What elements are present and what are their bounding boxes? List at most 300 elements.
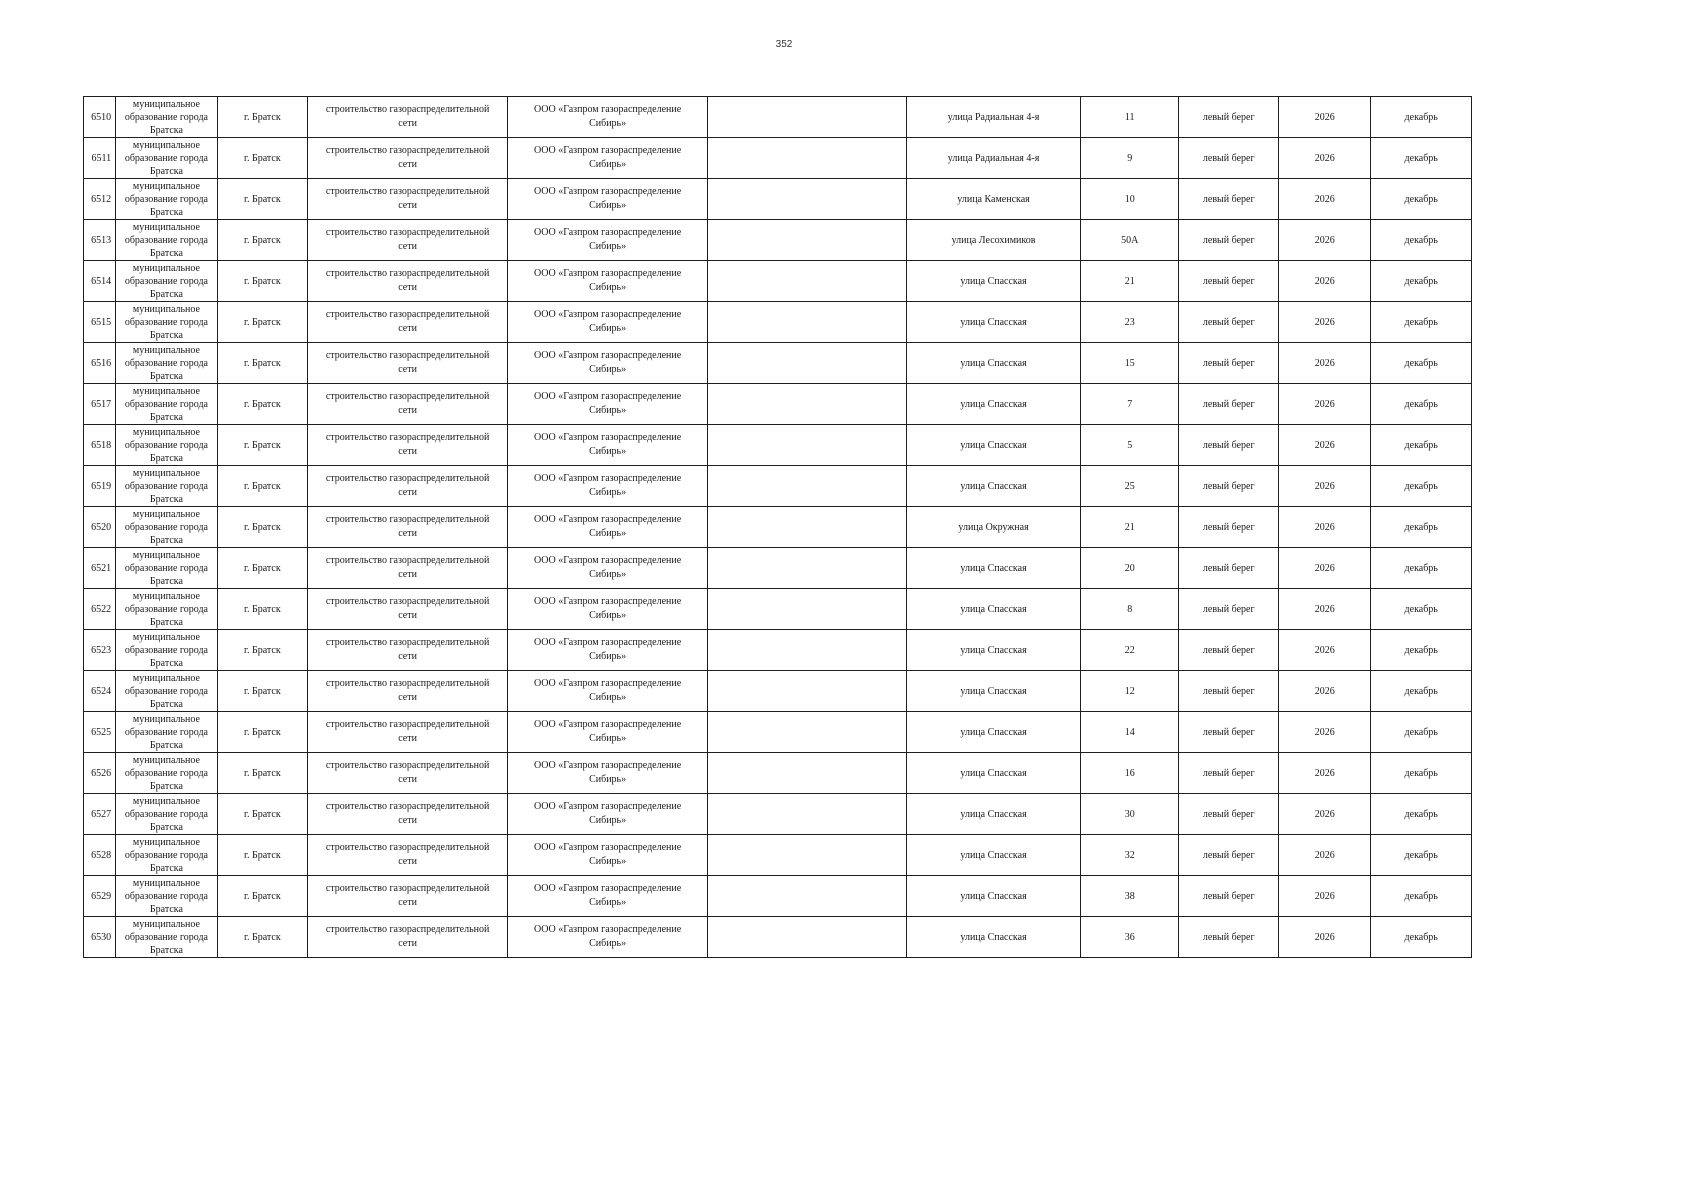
cell-bank: левый берег	[1179, 630, 1279, 671]
cell-street: улица Спасская	[907, 753, 1081, 794]
cell-city: г. Братск	[217, 138, 307, 179]
cell-blank	[708, 917, 907, 958]
cell-street: улица Спасская	[907, 630, 1081, 671]
cell-municipality	[116, 343, 218, 384]
cell-number: 6511	[84, 138, 116, 179]
cell-house: 12	[1080, 671, 1178, 712]
cell-work-type	[308, 876, 508, 917]
cell-organization-line: Сибирь»	[589, 528, 627, 539]
cell-work-type	[308, 466, 508, 507]
cell-organization	[508, 384, 708, 425]
table-row	[84, 425, 1472, 466]
cell-municipality-line: Братска	[149, 862, 183, 874]
cell-work-type-line: строительство газораспределительной	[325, 719, 490, 730]
cell-blank	[708, 97, 907, 138]
cell-organization-line: ООО «Газпром газораспределение	[534, 473, 682, 484]
cell-work-type-line: сети	[398, 651, 417, 662]
cell-number: 6526	[84, 753, 116, 794]
cell-month: декабрь	[1371, 630, 1472, 671]
cell-blank	[708, 138, 907, 179]
cell-work-type-line: сети	[398, 241, 417, 252]
cell-number: 6510	[84, 97, 116, 138]
cell-municipality	[116, 753, 218, 794]
cell-municipality-line: муниципальное	[132, 590, 200, 602]
cell-bank: левый берег	[1179, 671, 1279, 712]
cell-organization-line: ООО «Газпром газораспределение	[534, 309, 682, 320]
cell-work-type-line: строительство газораспределительной	[325, 678, 490, 689]
cell-blank	[708, 712, 907, 753]
cell-house: 38	[1080, 876, 1178, 917]
cell-municipality-line: образование города	[124, 398, 208, 410]
cell-street: улица Спасская	[907, 343, 1081, 384]
cell-work-type-line: сети	[398, 733, 417, 744]
cell-bank: левый берег	[1179, 343, 1279, 384]
table-row	[84, 302, 1472, 343]
cell-municipality-line: муниципальное	[132, 139, 200, 151]
cell-municipality-line: Братска	[149, 247, 183, 259]
cell-city: г. Братск	[217, 671, 307, 712]
cell-blank	[708, 507, 907, 548]
cell-month: декабрь	[1371, 712, 1472, 753]
cell-municipality-line: образование города	[124, 685, 208, 697]
cell-work-type	[308, 753, 508, 794]
cell-municipality-line: муниципальное	[132, 98, 200, 110]
table-row	[84, 343, 1472, 384]
cell-organization-line: Сибирь»	[589, 569, 627, 580]
cell-municipality-line: муниципальное	[132, 180, 200, 192]
cell-number: 6515	[84, 302, 116, 343]
cell-municipality-line: образование города	[124, 603, 208, 615]
cell-year: 2026	[1278, 384, 1370, 425]
cell-municipality-line: образование города	[124, 521, 208, 533]
cell-blank	[708, 671, 907, 712]
cell-house: 10	[1080, 179, 1178, 220]
table-row	[84, 138, 1472, 179]
table-row	[84, 97, 1472, 138]
cell-organization-line: ООО «Газпром газораспределение	[534, 186, 682, 197]
cell-house: 21	[1080, 507, 1178, 548]
cell-year: 2026	[1278, 876, 1370, 917]
cell-organization	[508, 466, 708, 507]
cell-organization-line: Сибирь»	[589, 364, 627, 375]
cell-work-type	[308, 794, 508, 835]
cell-municipality-line: образование города	[124, 849, 208, 861]
cell-organization-line: ООО «Газпром газораспределение	[534, 719, 682, 730]
gasification-table-container	[83, 96, 1472, 958]
cell-organization-line: Сибирь»	[589, 241, 627, 252]
cell-organization	[508, 507, 708, 548]
cell-number: 6530	[84, 917, 116, 958]
cell-house: 7	[1080, 384, 1178, 425]
cell-blank	[708, 835, 907, 876]
cell-number: 6519	[84, 466, 116, 507]
cell-year: 2026	[1278, 835, 1370, 876]
cell-work-type	[308, 138, 508, 179]
cell-year: 2026	[1278, 425, 1370, 466]
cell-blank	[708, 466, 907, 507]
cell-organization	[508, 835, 708, 876]
table-row	[84, 507, 1472, 548]
cell-number: 6529	[84, 876, 116, 917]
cell-bank: левый берег	[1179, 548, 1279, 589]
cell-house: 30	[1080, 794, 1178, 835]
cell-city: г. Братск	[217, 835, 307, 876]
cell-month: декабрь	[1371, 589, 1472, 630]
cell-work-type-line: сети	[398, 815, 417, 826]
cell-city: г. Братск	[217, 917, 307, 958]
table-row	[84, 589, 1472, 630]
cell-municipality-line: муниципальное	[132, 549, 200, 561]
cell-work-type	[308, 589, 508, 630]
cell-house: 20	[1080, 548, 1178, 589]
cell-bank: левый берег	[1179, 589, 1279, 630]
cell-city: г. Братск	[217, 630, 307, 671]
cell-bank: левый берег	[1179, 712, 1279, 753]
cell-organization-line: Сибирь»	[589, 815, 627, 826]
cell-number: 6521	[84, 548, 116, 589]
cell-month: декабрь	[1371, 794, 1472, 835]
cell-municipality-line: образование города	[124, 439, 208, 451]
cell-organization	[508, 753, 708, 794]
cell-street: улица Спасская	[907, 876, 1081, 917]
cell-work-type-line: строительство газораспределительной	[325, 555, 490, 566]
cell-number: 6516	[84, 343, 116, 384]
cell-municipality-line: Братска	[149, 534, 183, 546]
cell-city: г. Братск	[217, 794, 307, 835]
cell-month: декабрь	[1371, 548, 1472, 589]
cell-city: г. Братск	[217, 384, 307, 425]
cell-municipality	[116, 917, 218, 958]
cell-year: 2026	[1278, 466, 1370, 507]
cell-month: декабрь	[1371, 302, 1472, 343]
cell-work-type	[308, 712, 508, 753]
cell-municipality	[116, 384, 218, 425]
cell-organization-line: ООО «Газпром газораспределение	[534, 104, 682, 115]
cell-organization-line: Сибирь»	[589, 692, 627, 703]
cell-organization	[508, 671, 708, 712]
cell-organization	[508, 425, 708, 466]
cell-work-type	[308, 343, 508, 384]
cell-municipality-line: Братска	[149, 206, 183, 218]
cell-work-type	[308, 97, 508, 138]
cell-month: декабрь	[1371, 466, 1472, 507]
table-row	[84, 466, 1472, 507]
cell-blank	[708, 220, 907, 261]
cell-municipality	[116, 671, 218, 712]
cell-street: улица Спасская	[907, 302, 1081, 343]
cell-month: декабрь	[1371, 138, 1472, 179]
cell-street: улица Лесохимиков	[907, 220, 1081, 261]
cell-work-type-line: сети	[398, 610, 417, 621]
cell-house: 8	[1080, 589, 1178, 630]
cell-year: 2026	[1278, 138, 1370, 179]
cell-organization	[508, 179, 708, 220]
cell-house: 50А	[1080, 220, 1178, 261]
cell-house: 16	[1080, 753, 1178, 794]
cell-organization-line: ООО «Газпром газораспределение	[534, 801, 682, 812]
cell-municipality	[116, 425, 218, 466]
table-row	[84, 671, 1472, 712]
cell-organization-line: Сибирь»	[589, 774, 627, 785]
cell-municipality	[116, 630, 218, 671]
cell-bank: левый берег	[1179, 97, 1279, 138]
cell-organization-line: Сибирь»	[589, 323, 627, 334]
cell-month: декабрь	[1371, 876, 1472, 917]
cell-organization-line: ООО «Газпром газораспределение	[534, 924, 682, 935]
cell-municipality-line: муниципальное	[132, 426, 200, 438]
cell-work-type-line: строительство газораспределительной	[325, 145, 490, 156]
table-row	[84, 753, 1472, 794]
cell-city: г. Братск	[217, 876, 307, 917]
cell-work-type-line: строительство газораспределительной	[325, 309, 490, 320]
cell-organization-line: ООО «Газпром газораспределение	[534, 596, 682, 607]
cell-work-type	[308, 671, 508, 712]
cell-number: 6520	[84, 507, 116, 548]
cell-municipality-line: муниципальное	[132, 385, 200, 397]
cell-municipality-line: образование города	[124, 234, 208, 246]
gasification-table	[83, 96, 1472, 958]
cell-municipality-line: образование города	[124, 644, 208, 656]
cell-municipality	[116, 138, 218, 179]
cell-city: г. Братск	[217, 220, 307, 261]
cell-municipality	[116, 548, 218, 589]
cell-municipality	[116, 466, 218, 507]
cell-bank: левый берег	[1179, 179, 1279, 220]
cell-work-type-line: строительство газораспределительной	[325, 924, 490, 935]
cell-street: улица Спасская	[907, 671, 1081, 712]
cell-street: улица Спасская	[907, 261, 1081, 302]
cell-work-type	[308, 630, 508, 671]
cell-organization	[508, 138, 708, 179]
cell-organization-line: ООО «Газпром газораспределение	[534, 760, 682, 771]
cell-municipality	[116, 589, 218, 630]
cell-organization	[508, 630, 708, 671]
cell-work-type-line: сети	[398, 323, 417, 334]
cell-work-type-line: строительство газораспределительной	[325, 268, 490, 279]
cell-year: 2026	[1278, 753, 1370, 794]
cell-house: 23	[1080, 302, 1178, 343]
cell-organization-line: Сибирь»	[589, 159, 627, 170]
cell-house: 9	[1080, 138, 1178, 179]
cell-year: 2026	[1278, 261, 1370, 302]
cell-bank: левый берег	[1179, 261, 1279, 302]
cell-bank: левый берег	[1179, 507, 1279, 548]
cell-city: г. Братск	[217, 507, 307, 548]
cell-organization-line: ООО «Газпром газораспределение	[534, 555, 682, 566]
cell-street: улица Спасская	[907, 917, 1081, 958]
cell-month: декабрь	[1371, 507, 1472, 548]
cell-bank: левый берег	[1179, 917, 1279, 958]
cell-municipality-line: образование города	[124, 275, 208, 287]
cell-year: 2026	[1278, 712, 1370, 753]
cell-organization-line: Сибирь»	[589, 118, 627, 129]
cell-work-type-line: сети	[398, 118, 417, 129]
cell-organization	[508, 876, 708, 917]
cell-municipality	[116, 179, 218, 220]
cell-organization-line: ООО «Газпром газораспределение	[534, 227, 682, 238]
cell-house: 22	[1080, 630, 1178, 671]
cell-organization	[508, 261, 708, 302]
cell-blank	[708, 384, 907, 425]
cell-city: г. Братск	[217, 589, 307, 630]
cell-work-type	[308, 548, 508, 589]
cell-blank	[708, 343, 907, 384]
cell-blank	[708, 261, 907, 302]
cell-municipality-line: муниципальное	[132, 918, 200, 930]
cell-municipality-line: Братска	[149, 329, 183, 341]
cell-city: г. Братск	[217, 179, 307, 220]
cell-blank	[708, 548, 907, 589]
cell-work-type-line: строительство газораспределительной	[325, 473, 490, 484]
cell-number: 6522	[84, 589, 116, 630]
cell-organization-line: ООО «Газпром газораспределение	[534, 678, 682, 689]
cell-year: 2026	[1278, 548, 1370, 589]
page-number: 352	[775, 39, 793, 50]
cell-city: г. Братск	[217, 548, 307, 589]
cell-year: 2026	[1278, 343, 1370, 384]
cell-organization-line: ООО «Газпром газораспределение	[534, 842, 682, 853]
cell-organization-line: Сибирь»	[589, 897, 627, 908]
cell-municipality-line: муниципальное	[132, 836, 200, 848]
cell-work-type-line: сети	[398, 569, 417, 580]
cell-municipality	[116, 712, 218, 753]
cell-organization-line: ООО «Газпром газораспределение	[534, 350, 682, 361]
cell-number: 6525	[84, 712, 116, 753]
cell-municipality	[116, 302, 218, 343]
cell-work-type-line: строительство газораспределительной	[325, 760, 490, 771]
table-row	[84, 630, 1472, 671]
cell-organization-line: ООО «Газпром газораспределение	[534, 432, 682, 443]
cell-municipality-line: муниципальное	[132, 508, 200, 520]
cell-city: г. Братск	[217, 261, 307, 302]
cell-organization-line: ООО «Газпром газораспределение	[534, 145, 682, 156]
table-row	[84, 384, 1472, 425]
cell-municipality-line: образование города	[124, 152, 208, 164]
cell-blank	[708, 589, 907, 630]
cell-year: 2026	[1278, 302, 1370, 343]
cell-organization	[508, 917, 708, 958]
cell-street: улица Спасская	[907, 835, 1081, 876]
cell-city: г. Братск	[217, 425, 307, 466]
cell-work-type-line: строительство газораспределительной	[325, 514, 490, 525]
cell-municipality-line: образование города	[124, 931, 208, 943]
cell-number: 6518	[84, 425, 116, 466]
cell-municipality-line: образование города	[124, 808, 208, 820]
cell-blank	[708, 302, 907, 343]
cell-work-type-line: сети	[398, 446, 417, 457]
cell-municipality-line: Братска	[149, 288, 183, 300]
cell-municipality	[116, 507, 218, 548]
cell-municipality-line: Братска	[149, 411, 183, 423]
cell-municipality-line: образование города	[124, 726, 208, 738]
cell-blank	[708, 794, 907, 835]
cell-work-type-line: строительство газораспределительной	[325, 596, 490, 607]
cell-organization-line: Сибирь»	[589, 651, 627, 662]
cell-street: улица Каменская	[907, 179, 1081, 220]
cell-number: 6513	[84, 220, 116, 261]
cell-municipality	[116, 876, 218, 917]
cell-organization-line: Сибирь»	[589, 405, 627, 416]
cell-month: декабрь	[1371, 384, 1472, 425]
cell-organization	[508, 302, 708, 343]
cell-municipality-line: образование города	[124, 316, 208, 328]
table-body	[84, 97, 1472, 958]
cell-work-type	[308, 302, 508, 343]
cell-municipality-line: Братска	[149, 821, 183, 833]
cell-organization	[508, 97, 708, 138]
cell-work-type	[308, 917, 508, 958]
cell-organization	[508, 343, 708, 384]
cell-city: г. Братск	[217, 343, 307, 384]
cell-bank: левый берег	[1179, 138, 1279, 179]
cell-bank: левый берег	[1179, 466, 1279, 507]
cell-work-type-line: строительство газораспределительной	[325, 883, 490, 894]
cell-blank	[708, 753, 907, 794]
cell-city: г. Братск	[217, 753, 307, 794]
cell-year: 2026	[1278, 917, 1370, 958]
cell-work-type-line: строительство газораспределительной	[325, 104, 490, 115]
table-row	[84, 794, 1472, 835]
cell-number: 6517	[84, 384, 116, 425]
cell-municipality-line: муниципальное	[132, 795, 200, 807]
cell-work-type-line: сети	[398, 200, 417, 211]
cell-street: улица Спасская	[907, 384, 1081, 425]
cell-municipality-line: образование города	[124, 480, 208, 492]
cell-organization-line: Сибирь»	[589, 733, 627, 744]
cell-work-type-line: сети	[398, 856, 417, 867]
cell-municipality-line: Братска	[149, 493, 183, 505]
cell-work-type	[308, 261, 508, 302]
cell-organization	[508, 589, 708, 630]
cell-bank: левый берег	[1179, 302, 1279, 343]
cell-work-type-line: строительство газораспределительной	[325, 801, 490, 812]
cell-municipality-line: Братска	[149, 575, 183, 587]
cell-organization-line: ООО «Газпром газораспределение	[534, 637, 682, 648]
cell-work-type	[308, 384, 508, 425]
cell-street: улица Спасская	[907, 466, 1081, 507]
cell-organization-line: ООО «Газпром газораспределение	[534, 883, 682, 894]
cell-year: 2026	[1278, 589, 1370, 630]
cell-street: улица Спасская	[907, 589, 1081, 630]
cell-street: улица Спасская	[907, 425, 1081, 466]
cell-year: 2026	[1278, 179, 1370, 220]
cell-organization	[508, 220, 708, 261]
cell-municipality-line: образование города	[124, 111, 208, 123]
table-row	[84, 712, 1472, 753]
cell-municipality-line: муниципальное	[132, 713, 200, 725]
cell-city: г. Братск	[217, 97, 307, 138]
cell-municipality-line: Братска	[149, 698, 183, 710]
cell-municipality-line: муниципальное	[132, 303, 200, 315]
cell-bank: левый берег	[1179, 425, 1279, 466]
cell-number: 6528	[84, 835, 116, 876]
table-row	[84, 179, 1472, 220]
cell-municipality-line: Братска	[149, 616, 183, 628]
cell-year: 2026	[1278, 630, 1370, 671]
cell-number: 6524	[84, 671, 116, 712]
cell-work-type-line: сети	[398, 364, 417, 375]
cell-month: декабрь	[1371, 261, 1472, 302]
cell-work-type-line: строительство газораспределительной	[325, 842, 490, 853]
cell-month: декабрь	[1371, 220, 1472, 261]
cell-year: 2026	[1278, 507, 1370, 548]
cell-municipality-line: муниципальное	[132, 221, 200, 233]
cell-work-type	[308, 507, 508, 548]
cell-month: декабрь	[1371, 917, 1472, 958]
cell-work-type-line: сети	[398, 282, 417, 293]
cell-organization-line: Сибирь»	[589, 487, 627, 498]
cell-organization-line: Сибирь»	[589, 200, 627, 211]
